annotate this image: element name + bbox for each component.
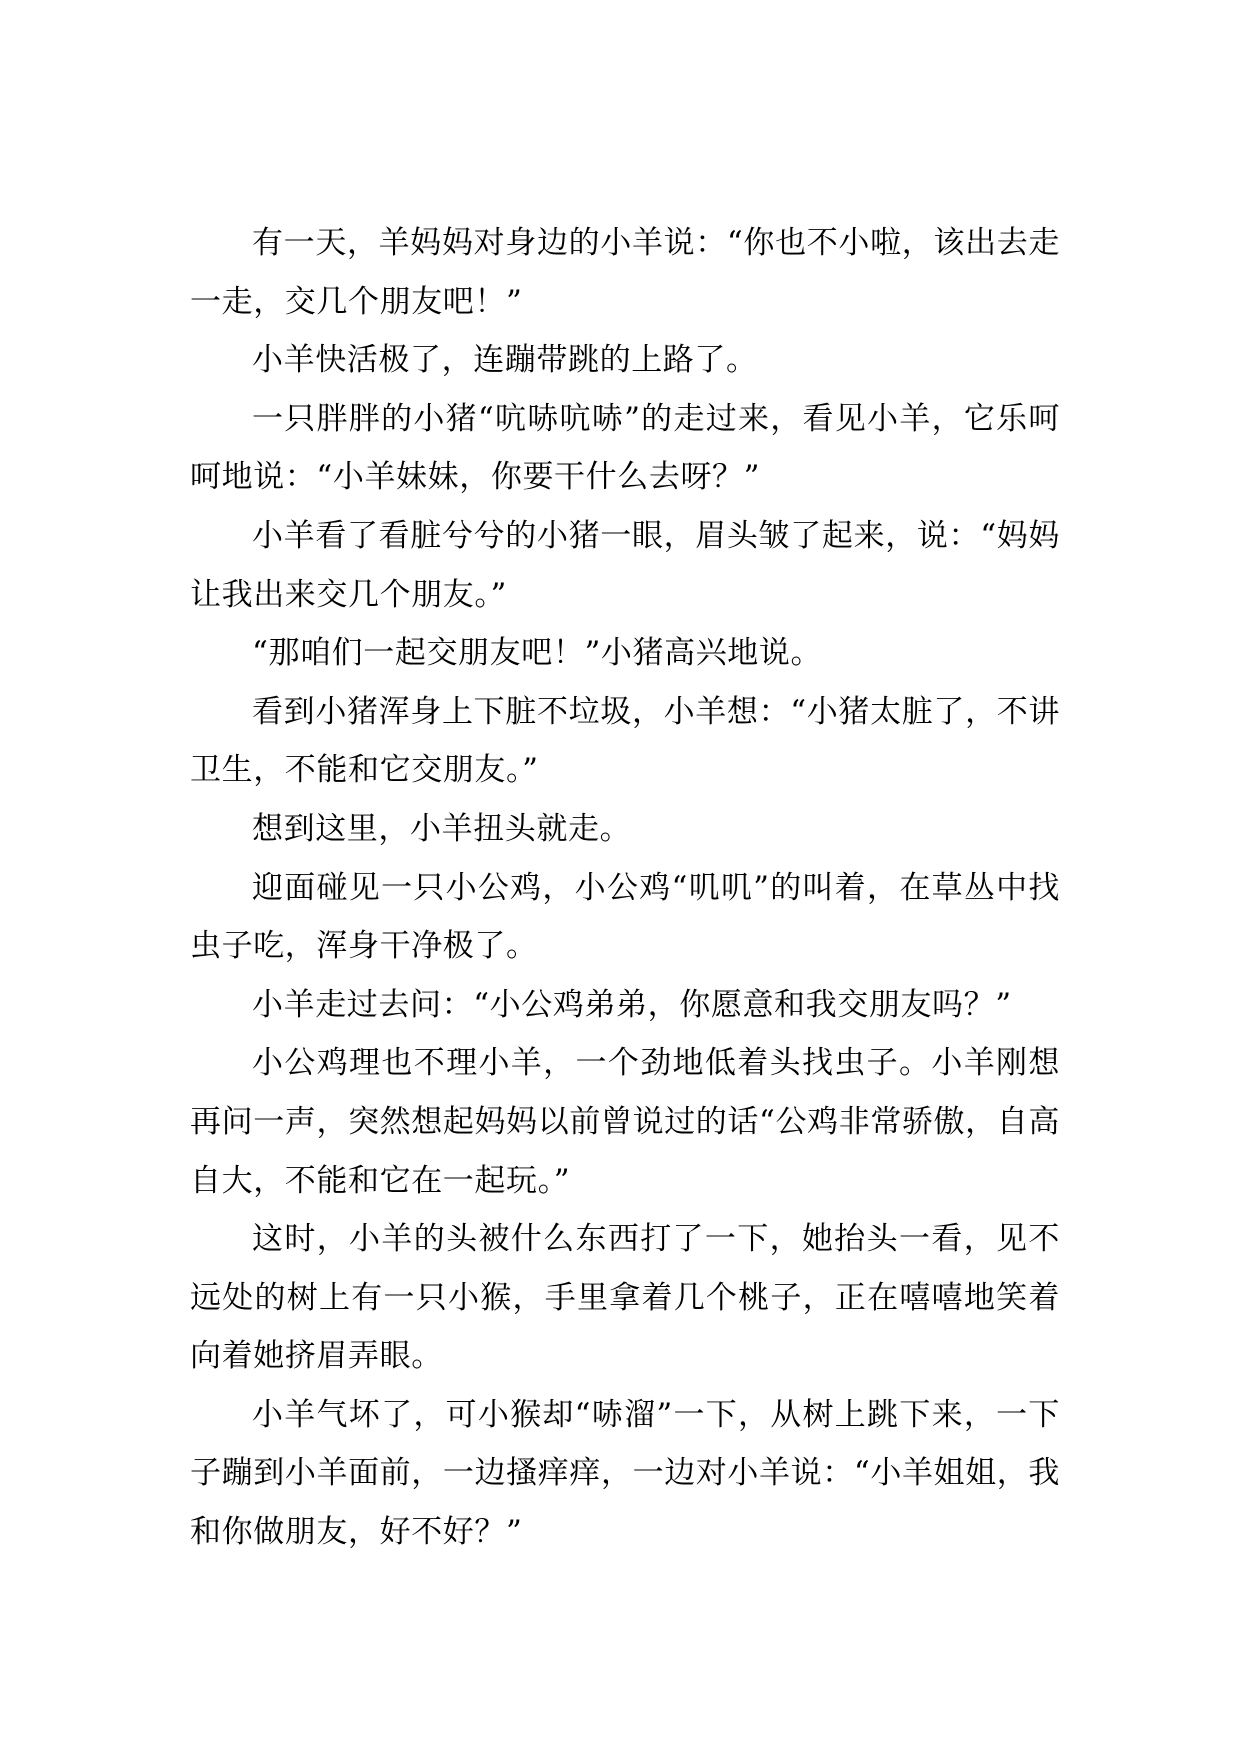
paragraph: 小羊看了看脏兮兮的小猪一眼，眉头皱了起来，说：“妈妈让我出来交几个朋友。” xyxy=(190,517,1060,613)
paragraph: 看到小猪浑身上下脏不垃圾，小羊想：“小猪太脏了，不讲卫生，不能和它交朋友。” xyxy=(190,693,1060,789)
paragraph: 一只胖胖的小猪“吭哧吭哧”的走过来，看见小羊，它乐呵呵地说：“小羊妹妹，你要干什么去呀？” xyxy=(190,400,1060,496)
paragraph: 小羊走过去问：“小公鸡弟弟，你愿意和我交朋友吗？” xyxy=(252,986,1012,1023)
paragraph: 迎面碰见一只小公鸡，小公鸡“叽叽”的叫着，在草丛中找虫子吃，浑身干净极了。 xyxy=(190,869,1060,965)
paragraph: 这时，小羊的头被什么东西打了一下，她抬头一看，见不远处的树上有一只小猴，手里拿着几个桃子，正在嘻嘻地笑着向着她挤眉弄眼。 xyxy=(190,1221,1060,1375)
paragraph: 小公鸡理也不理小羊，一个劲地低着头找虫子。小羊刚想再问一声，突然想起妈妈以前曾说过的话“公鸡非常骄傲，自高自大，不能和它在一起玩。” xyxy=(190,1045,1060,1199)
paragraph: 有一天，羊妈妈对身边的小羊说：“你也不小啦，该出去走一走，交几个朋友吧！” xyxy=(190,225,1060,320)
paragraph: 小羊快活极了，连蹦带跳的上路了。 xyxy=(252,342,758,379)
document-page xyxy=(190,214,1060,1562)
paragraph: “那咱们一起交朋友吧！”小猪高兴地说。 xyxy=(252,635,823,672)
paragraph: 想到这里，小羊扭头就走。 xyxy=(252,810,632,847)
paragraph: 小羊气坏了，可小猴却“哧溜”一下，从树上跳下来，一下子蹦到小羊面前，一边搔痒痒，一边对小羊说：“小羊姐姐，我和你做朋友，好不好？” xyxy=(190,1396,1060,1551)
